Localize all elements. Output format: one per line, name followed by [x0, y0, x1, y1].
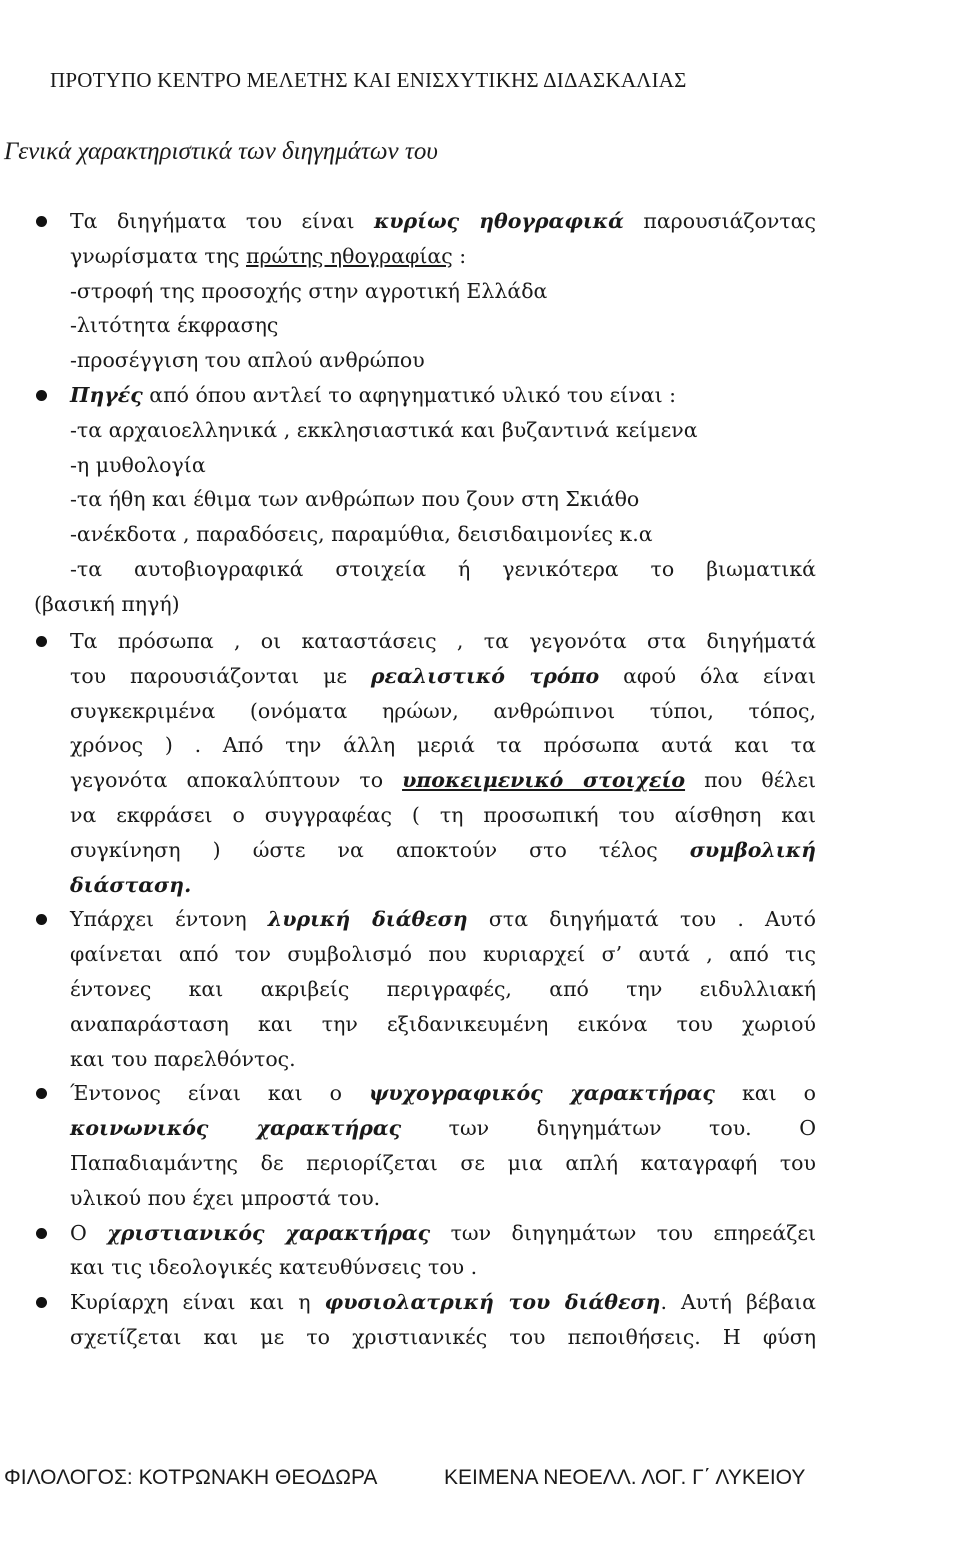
footer-author: ΦΙΛΟΛΟΓΟΣ: ΚΟΤΡΩΝΑΚΗ ΘΕΟΔΩΡΑ	[4, 1466, 378, 1489]
text-line: αναπαράσταση και την εξιδανικευμένη εικόνα του χωριού	[70, 1011, 816, 1036]
text-line: γνωρίσματα της πρώτης ηθογραφίας :	[70, 243, 467, 268]
list-item-line: Έντονος είναι και ο ψυχογραφικός χαρακτήρας και ο	[70, 1076, 816, 1111]
bullet-icon	[36, 1297, 47, 1308]
list-item-line: Τα διηγήματα του είναι κυρίως ηθογραφικά παρουσιάζοντας	[70, 204, 816, 239]
text-line: -ανέκδοτα , παραδόσεις, παραμύθια, δεισιδαιμονίες κ.α	[70, 522, 653, 547]
text-line: φαίνεται από τον συμβολισμό που κυριαρχεί σ’ αυτά , από τις	[70, 942, 816, 967]
text-line: συγκίνηση ) ώστε να αποκτούν στο τέλος συμβολική	[70, 837, 816, 862]
text-line: γεγονότα αποκαλύπτουν το υποκειμενικό στοιχείο που θέλει	[70, 768, 816, 793]
text-line: διάσταση.	[70, 872, 192, 897]
text-line: υλικού που έχει μπροστά του.	[70, 1185, 381, 1210]
text-line: να εκφράσει ο συγγραφέας ( τη προσωπική του αίσθηση και	[70, 802, 816, 827]
text-line: και τις ιδεολογικές κατευθύνσεις του .	[70, 1255, 478, 1280]
document-title: Γενικά χαρακτηριστικά των διηγημάτων του	[4, 138, 438, 165]
bullet-list-section-1	[70, 204, 816, 587]
text-line: σχετίζεται και με το χριστιανικές του πεποιθήσεις. Η φύση	[70, 1324, 816, 1349]
text-line: -η μυθολογία	[70, 452, 206, 477]
list-item-line: Πηγές από όπου αντλεί το αφηγηματικό υλικό του είναι :	[70, 378, 816, 413]
text-line: και του παρελθόντος.	[70, 1046, 296, 1071]
bullet-icon	[36, 1088, 47, 1099]
bullet-icon	[36, 1228, 47, 1239]
text-line: -στροφή της προσοχής στην αγροτική Ελλάδα	[70, 278, 548, 303]
bullet-icon	[36, 636, 47, 647]
text-line: -προσέγγιση του απλού ανθρώπου	[70, 348, 425, 373]
list-item-line: Κυρίαρχη είναι και η φυσιολατρική του διάθεση. Αυτή βέβαια	[70, 1285, 816, 1320]
text-line: -τα αρχαιοελληνικά , εκκλησιαστικά και βυζαντινά κείμενα	[70, 417, 698, 442]
page-header-title: ΠΡΟΤΥΠΟ ΚΕΝΤΡΟ ΜΕΛΕΤΗΣ ΚΑΙ ΕΝΙΣΧΥΤΙΚΗΣ ΔΙΔΑΣΚΑΛΙΑΣ	[50, 68, 687, 92]
text-line: -τα ήθη και έθιμα των ανθρώπων που ζουν στη Σκιάθο	[70, 487, 640, 512]
list-item-line: Ο χριστιανικός χαρακτήρας των διηγημάτων του επηρεάζει	[70, 1216, 816, 1251]
text-line: -τα αυτοβιογραφικά στοιχεία ή γενικότερα το βιωματικά	[70, 556, 816, 581]
text-line: -λιτότητα έκφρασης	[70, 313, 279, 338]
text-line: Παπαδιαμάντης δε περιορίζεται σε μια απλή καταγραφή του	[70, 1150, 816, 1175]
bullet-icon	[36, 390, 47, 401]
footer-course: ΚΕΙΜΕΝΑ ΝΕΟΕΛΛ. ΛΟΓ. Γ΄ ΛΥΚΕΙΟΥ	[444, 1466, 806, 1489]
bullet-icon	[36, 914, 47, 925]
text-line: χρόνος ) . Από την άλλη μεριά τα πρόσωπα αυτά και τα	[70, 733, 816, 758]
bullet-list-section-2	[70, 624, 816, 1355]
text-line: (βασική πηγή)	[34, 592, 180, 616]
list-item-line: Υπάρχει έντονη λυρική διάθεση στα διηγήματά του . Αυτό	[70, 902, 816, 937]
list-item-line: Τα πρόσωπα , οι καταστάσεις , τα γεγονότα στα διηγήματά	[70, 624, 816, 659]
text-line: κοινωνικός χαρακτήρας των διηγημάτων του. Ο	[70, 1116, 817, 1141]
text-line: συγκεκριμένα (ονόματα ηρώων, ανθρώπινοι τύποι, τόπος,	[70, 698, 816, 723]
bullet-icon	[36, 216, 47, 227]
text-line: έντονες και ακριβείς περιγραφές, από την ειδυλλιακή	[70, 976, 816, 1001]
text-line: του παρουσιάζονται με ρεαλιστικό τρόπο αφού όλα είναι	[70, 663, 816, 688]
